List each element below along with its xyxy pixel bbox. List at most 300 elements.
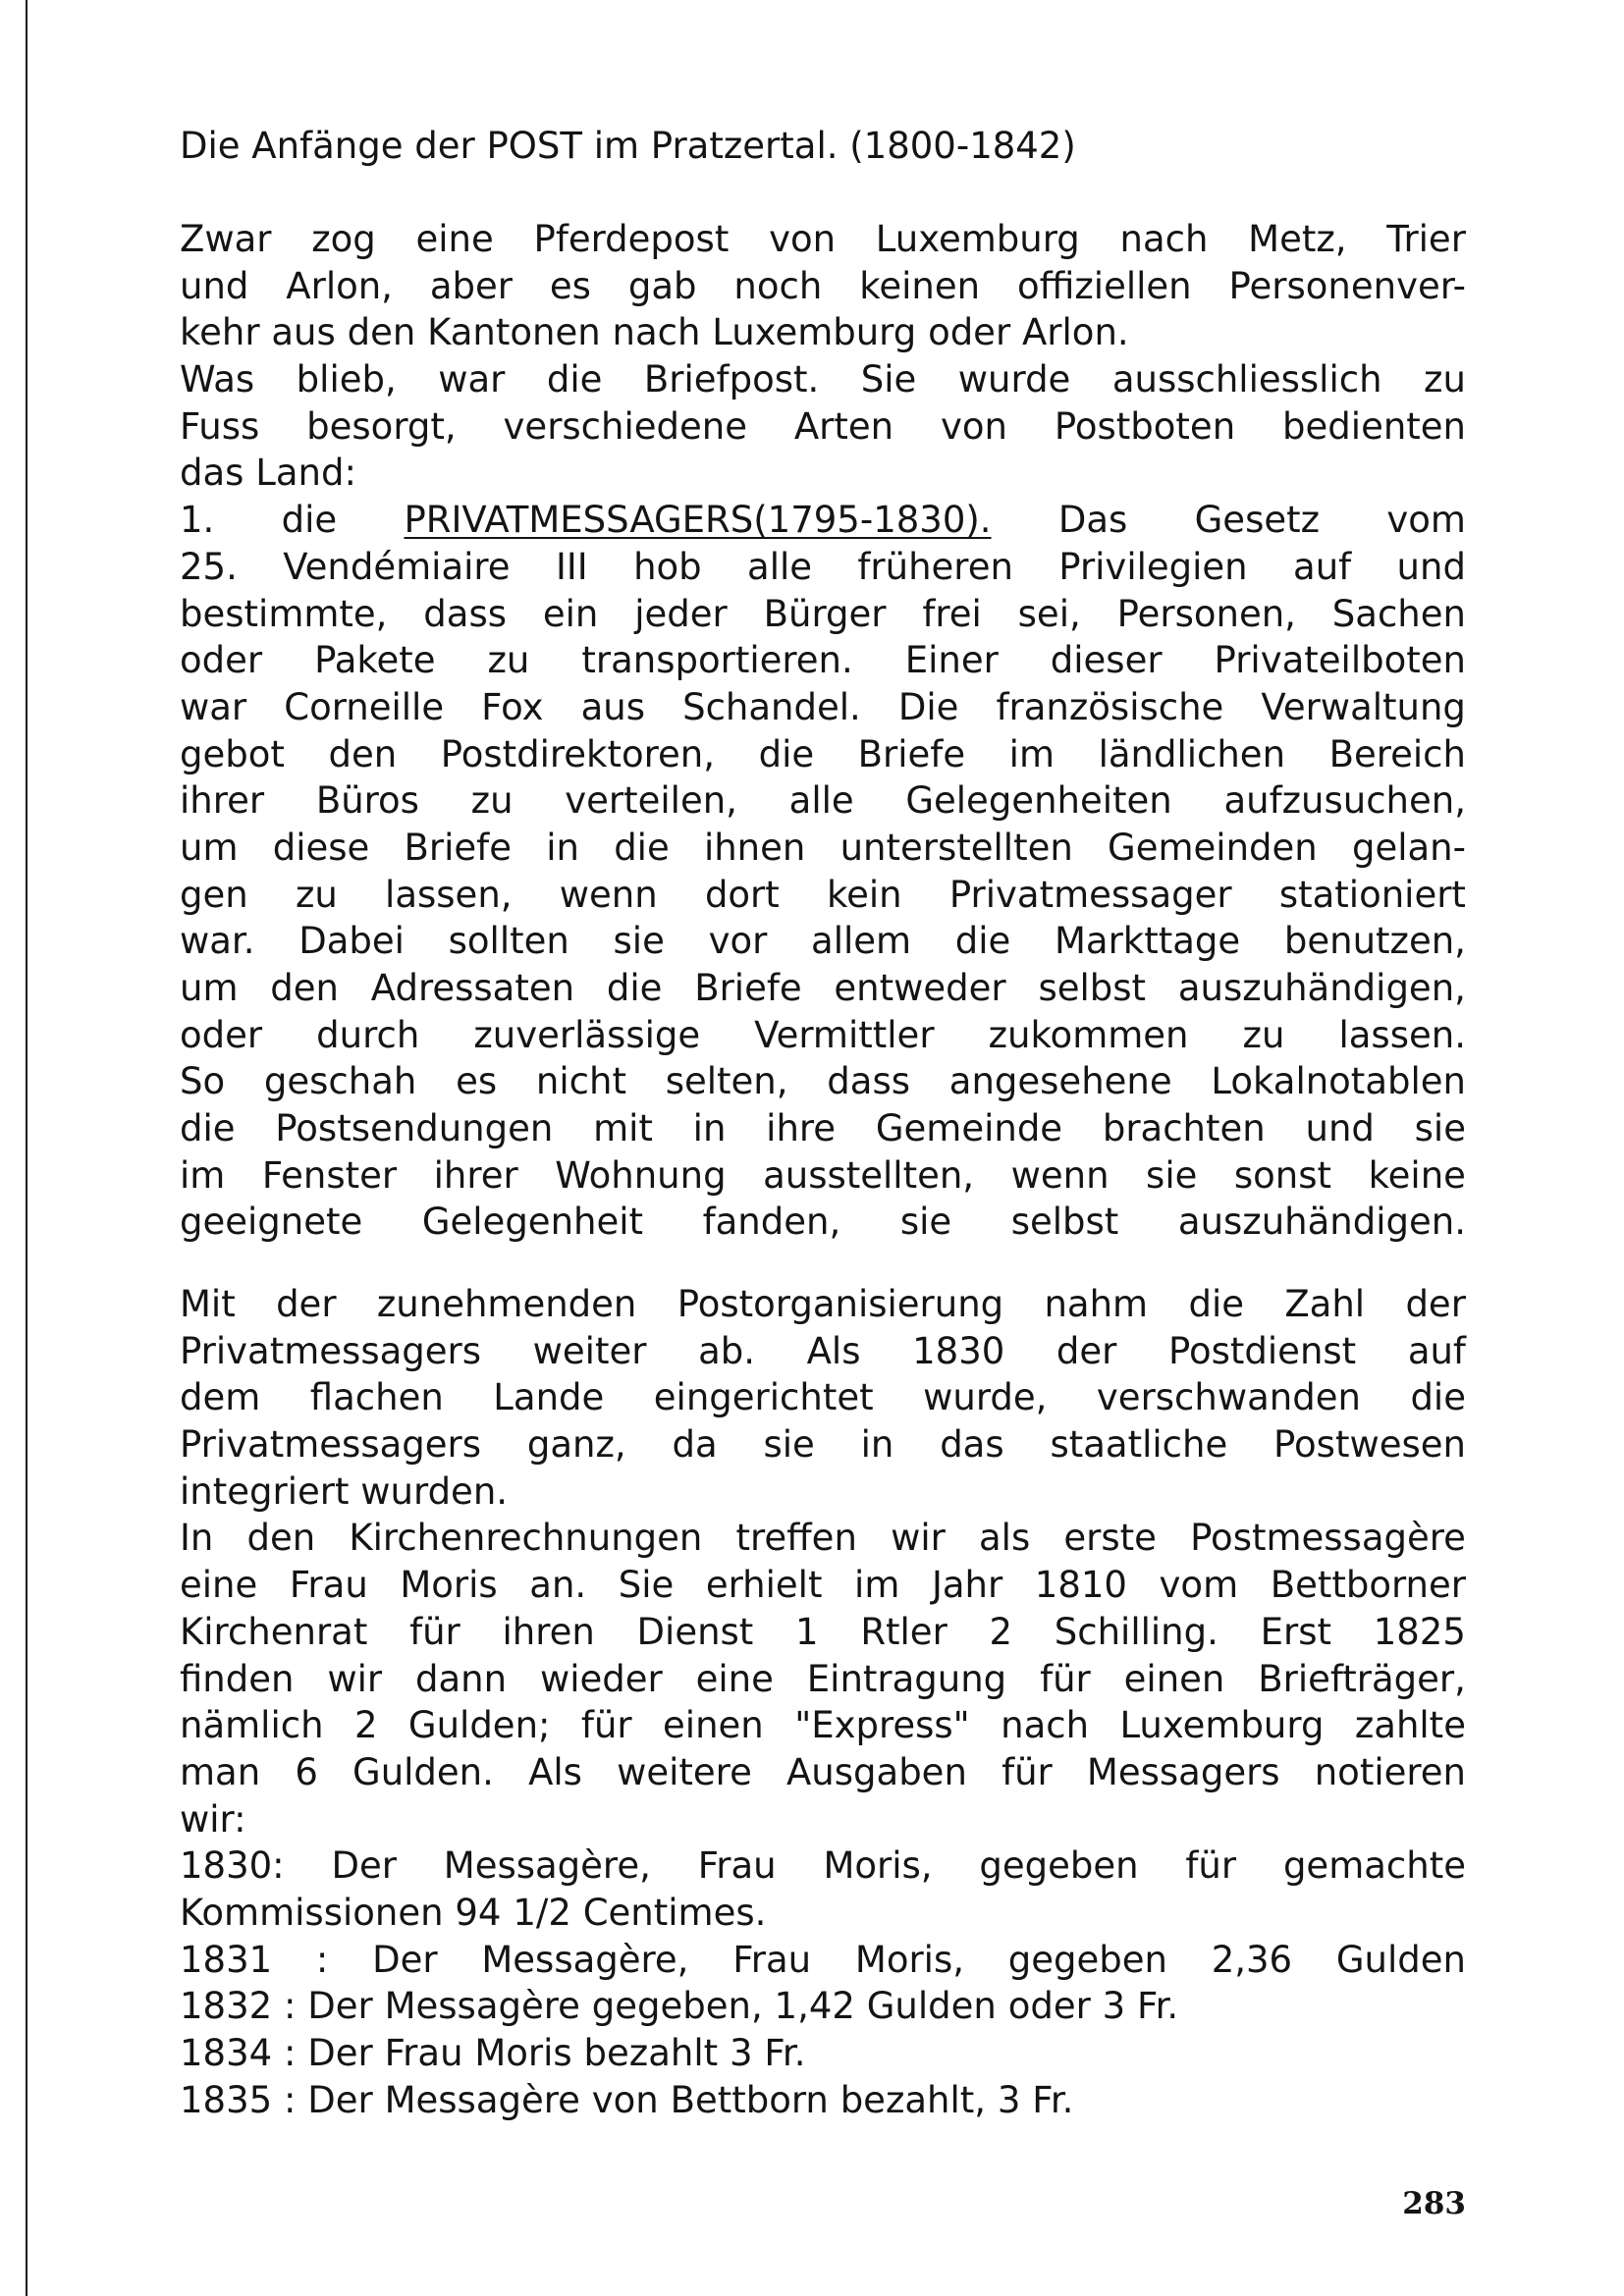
word: Bürger <box>763 592 887 635</box>
word: für <box>409 1610 460 1653</box>
word: vom <box>1159 1564 1239 1607</box>
word: kehr <box>180 311 260 354</box>
word: Der <box>331 1844 397 1888</box>
word: Postwesen <box>1273 1423 1466 1467</box>
word: Dienst <box>636 1610 754 1653</box>
word: eingerichtet <box>653 1376 874 1419</box>
word: Gesetz <box>1194 499 1321 542</box>
word: oder <box>180 1013 263 1056</box>
word: Als <box>806 1329 861 1372</box>
word: sollten <box>448 920 569 963</box>
word: Privatmessagers <box>180 1423 482 1467</box>
word: Briefpost. <box>643 358 820 401</box>
text-line <box>180 403 1466 451</box>
word: notieren <box>1314 1750 1466 1793</box>
word: 2 <box>353 1704 378 1747</box>
word: Postsendungen <box>275 1107 554 1150</box>
word: fanden, <box>702 1201 841 1244</box>
word: staatliche <box>1050 1423 1228 1467</box>
word: die <box>614 826 670 869</box>
word: mit <box>593 1107 653 1150</box>
text-line <box>180 1890 1466 1937</box>
word: zu <box>1424 358 1466 401</box>
word: verschwanden <box>1096 1376 1361 1419</box>
word: vor <box>708 920 768 963</box>
word: keine <box>1368 1153 1466 1197</box>
word: Wohnung <box>555 1153 727 1197</box>
text-line <box>180 825 1466 872</box>
word: bezahlt, <box>839 2078 987 2121</box>
word: Eintragung <box>806 1657 1007 1700</box>
text-line <box>180 450 1466 497</box>
word: offiziellen <box>1016 264 1192 307</box>
word: 1830: <box>180 1844 285 1888</box>
text-line <box>180 1328 1466 1375</box>
word: an. <box>529 1564 587 1607</box>
word: : <box>284 2032 297 2074</box>
word: selbst <box>1010 1201 1119 1244</box>
word: Luxemburg <box>1119 1704 1325 1747</box>
word: sie <box>1146 1153 1198 1197</box>
word: nach <box>1001 1704 1090 1747</box>
word: Privatmessagers <box>180 1329 482 1372</box>
word: 1 <box>795 1610 819 1653</box>
word: selbst <box>1038 967 1147 1009</box>
word: Postboten <box>1054 404 1236 448</box>
word: Bereich <box>1328 732 1466 775</box>
text-line <box>180 1012 1466 1059</box>
word: es <box>456 1060 498 1103</box>
word: und <box>1305 1107 1375 1150</box>
word: Rtler <box>860 1610 947 1653</box>
word: auszuhändigen, <box>1177 967 1466 1009</box>
word: die <box>281 499 338 542</box>
word: ländlichen <box>1098 732 1286 775</box>
word: französische <box>996 685 1224 728</box>
word: den <box>270 967 339 1009</box>
word: gelan- <box>1351 826 1466 869</box>
word: 2 <box>989 1610 1013 1653</box>
word: Dabei <box>298 920 405 963</box>
text-line <box>180 684 1466 731</box>
word: angesehene <box>948 1060 1172 1103</box>
word: auf <box>1407 1329 1466 1372</box>
word: aus <box>271 311 336 354</box>
word: zukommen <box>988 1013 1189 1056</box>
word: Privilegien <box>1058 545 1248 588</box>
word: wurden. <box>360 1469 509 1513</box>
word: Verwaltung <box>1261 685 1466 728</box>
word: eine <box>415 218 494 260</box>
word: 1825 <box>1373 1610 1466 1653</box>
word: wenn <box>1010 1153 1110 1197</box>
word: wurde <box>957 358 1071 401</box>
word: Fr. <box>1032 2078 1074 2121</box>
word: ab. <box>698 1329 755 1372</box>
word: 25. <box>180 545 238 588</box>
word: Frau <box>289 1564 368 1607</box>
word: Postdirektoren, <box>440 732 716 775</box>
word: Pakete <box>314 639 436 682</box>
word: Briefe <box>404 826 512 869</box>
word: für <box>1185 1844 1237 1888</box>
word: nach <box>612 311 701 354</box>
word: Centimes. <box>582 1891 767 1934</box>
word: Arten <box>793 404 894 448</box>
word: ihren <box>502 1610 595 1653</box>
text-line <box>180 544 1466 591</box>
word: stationiert <box>1278 873 1466 916</box>
word: treffen <box>735 1517 857 1560</box>
word: jeder <box>634 592 728 635</box>
word: Fenster <box>261 1153 398 1197</box>
word: blieb, <box>296 358 397 401</box>
word: ganz, <box>526 1423 626 1467</box>
word: Messagère, <box>443 1844 651 1888</box>
word: Der <box>372 1938 438 1981</box>
word: Moris, <box>854 1938 964 1981</box>
word: wenn <box>559 873 658 916</box>
word: Büros <box>315 779 419 823</box>
word: Die <box>897 685 959 728</box>
paragraph-private-messengers <box>180 216 1466 1246</box>
word: war <box>438 358 506 401</box>
word: Moris, <box>823 1844 933 1888</box>
word: auf <box>1293 545 1352 588</box>
word: um <box>180 967 239 1009</box>
word: "Express" <box>794 1704 970 1747</box>
word: Fuss <box>180 404 260 448</box>
word: gen <box>180 873 248 916</box>
word: Schandel. <box>682 685 861 728</box>
word: der <box>1056 1329 1117 1372</box>
word: Kantonen <box>427 311 601 354</box>
text-line <box>180 1468 1466 1516</box>
word: Zwar <box>180 218 272 260</box>
word: 1831 <box>180 1938 273 1981</box>
word: das <box>180 452 244 495</box>
text-line <box>180 1609 1466 1656</box>
text-line <box>180 1796 1466 1843</box>
word: : <box>315 1938 329 1981</box>
word: Messagers <box>1086 1750 1280 1793</box>
word: aus <box>580 685 646 728</box>
word: aufzusuchen, <box>1223 779 1466 823</box>
word: nahm <box>1044 1283 1149 1325</box>
text-line <box>180 1421 1466 1468</box>
text-line <box>180 1058 1466 1105</box>
text-line <box>180 872 1466 919</box>
text-line <box>180 731 1466 778</box>
word: Arlon. <box>1022 311 1129 354</box>
word: Gelegenheiten <box>905 779 1172 823</box>
word: den <box>347 311 416 354</box>
word: Sie <box>618 1564 675 1607</box>
word: dieser <box>1050 639 1163 682</box>
word: in <box>692 1107 727 1150</box>
word: Privateilboten <box>1214 639 1466 682</box>
word: Personenver- <box>1228 264 1466 307</box>
word: Metz, <box>1248 218 1347 260</box>
word: Ausgaben <box>786 1750 967 1793</box>
word: Einer <box>904 639 999 682</box>
word: Gemeinden <box>1108 826 1318 869</box>
text-line <box>180 637 1466 684</box>
word: allem <box>811 920 912 963</box>
word: Privatmessager <box>948 873 1232 916</box>
text-line <box>180 309 1466 356</box>
word: für <box>1040 1657 1091 1700</box>
word: dass <box>423 592 508 635</box>
word: für <box>580 1704 632 1747</box>
word: Frau <box>732 1938 812 1981</box>
text-line <box>180 2030 1466 2077</box>
word: Pferdepost <box>533 218 730 260</box>
word: Fox <box>481 685 544 728</box>
word: dass <box>827 1060 911 1103</box>
word: auszuhändigen. <box>1177 1201 1466 1244</box>
word: Messagère, <box>481 1938 689 1981</box>
word: aber <box>429 264 513 307</box>
word: Das <box>1057 499 1128 542</box>
word: und <box>180 264 249 307</box>
text-line <box>180 918 1466 965</box>
word: Postorganisierung <box>677 1283 1004 1325</box>
word: erste <box>1063 1517 1157 1560</box>
text-line <box>180 2077 1466 2124</box>
word: Frau <box>384 2032 463 2074</box>
word: nach <box>1119 218 1209 260</box>
word: Gulden; <box>407 1704 551 1747</box>
word: Der <box>307 1985 373 2028</box>
word: Gulden <box>1335 1938 1466 1981</box>
word: noch <box>733 264 823 307</box>
word: brachten <box>1102 1107 1266 1150</box>
word: für <box>1001 1750 1053 1793</box>
word: ein <box>542 592 599 635</box>
word: ihrer <box>433 1153 518 1197</box>
word: zu <box>470 779 514 823</box>
word: lassen, <box>385 873 513 916</box>
word: im <box>854 1564 900 1607</box>
text-line <box>180 1656 1466 1703</box>
word: 3 <box>729 2032 753 2074</box>
word: : <box>284 1985 297 2028</box>
word: erhielt <box>705 1564 823 1607</box>
word: wurde, <box>923 1376 1048 1419</box>
word: es <box>549 264 591 307</box>
word: um <box>180 826 239 869</box>
word: zuverlässige <box>473 1013 701 1056</box>
word: Mit <box>180 1283 236 1325</box>
word: dort <box>704 873 780 916</box>
word: von <box>941 404 1007 448</box>
word: einen <box>663 1704 764 1747</box>
word: geeignete <box>180 1201 363 1244</box>
word: integriert <box>180 1469 350 1513</box>
word: ihrer <box>180 779 265 823</box>
word: dem <box>180 1376 261 1419</box>
text-line <box>180 1702 1466 1749</box>
word: Frau <box>697 1844 777 1888</box>
text-line <box>180 1105 1466 1152</box>
word: Lokalnotablen <box>1211 1060 1466 1103</box>
word: die <box>954 920 1011 963</box>
word: sonst <box>1233 1153 1332 1197</box>
word: 94 <box>455 1891 502 1934</box>
word: früheren <box>857 545 1013 588</box>
word: Bettborner <box>1270 1564 1466 1607</box>
word: Sie <box>860 358 917 401</box>
word: Der <box>307 2078 373 2121</box>
word: alle <box>747 545 813 588</box>
text-line <box>180 1842 1466 1890</box>
text-line <box>180 1749 1466 1796</box>
word: nämlich <box>180 1704 324 1747</box>
word: Trier <box>1386 218 1466 260</box>
word: 1,42 <box>774 1985 855 2028</box>
word: weiter <box>532 1329 647 1372</box>
word: Lande <box>493 1376 605 1419</box>
page-edge-divider <box>26 0 27 2296</box>
word: keinen <box>859 264 981 307</box>
word: Arlon, <box>286 264 393 307</box>
word: Moris <box>400 1564 498 1607</box>
word: nicht <box>535 1060 626 1103</box>
word: da <box>672 1423 718 1467</box>
word: alle <box>788 779 854 823</box>
word: Fr. <box>1137 1985 1179 2028</box>
word: 1. <box>180 499 215 542</box>
word: ausstellten, <box>763 1153 975 1197</box>
word: weitere <box>617 1750 752 1793</box>
word: Gemeinde <box>875 1107 1063 1150</box>
word: 2,36 <box>1211 1938 1293 1981</box>
word: durch <box>316 1013 420 1056</box>
word: gemachte <box>1282 1844 1466 1888</box>
word: oder <box>180 639 263 682</box>
word: selten, <box>665 1060 788 1103</box>
text-line <box>180 1374 1466 1421</box>
word: von <box>769 218 837 260</box>
word: Adressaten <box>370 967 575 1009</box>
word: finden <box>180 1657 295 1700</box>
text-line <box>180 1281 1466 1328</box>
word: sie <box>613 920 665 963</box>
word: gebot <box>180 732 285 775</box>
word: Messagère <box>384 2078 580 2121</box>
word: PRIVATMESSAGERS(1795-1830). <box>404 499 992 542</box>
word: Markttage <box>1055 920 1241 963</box>
word: einen <box>1123 1657 1225 1700</box>
word: Postmessagère <box>1190 1517 1466 1560</box>
word: So <box>180 1060 226 1103</box>
word: zunehmenden <box>376 1283 637 1325</box>
word: ihre <box>766 1107 837 1150</box>
word: 1810 <box>1034 1564 1127 1607</box>
word: sei, <box>1017 592 1081 635</box>
word: III <box>555 545 588 588</box>
word: kein <box>827 873 902 916</box>
word: transportieren. <box>581 639 853 682</box>
word: Messagère <box>384 1985 580 2028</box>
text-line <box>180 216 1466 263</box>
word: im <box>1008 732 1055 775</box>
word: Was <box>180 358 255 401</box>
word: den <box>328 732 398 775</box>
word: verschiedene <box>503 404 747 448</box>
word: verteilen, <box>565 779 737 823</box>
word: die <box>1410 1376 1466 1419</box>
word: In <box>180 1517 214 1560</box>
word: der <box>276 1283 337 1325</box>
word: Kommissionen <box>180 1891 444 1934</box>
word: zu <box>295 873 338 916</box>
word: war <box>180 685 247 728</box>
word: gegeben <box>979 1844 1139 1888</box>
word: in <box>860 1423 894 1467</box>
word: 6 <box>295 1750 318 1793</box>
word: Gelegenheit <box>421 1201 644 1244</box>
text-line <box>180 1515 1466 1562</box>
word: eine <box>695 1657 774 1700</box>
word: Vendémiaire <box>283 545 511 588</box>
word: entweder <box>834 967 1006 1009</box>
word: 1835 <box>180 2078 273 2121</box>
word: Sachen <box>1331 592 1466 635</box>
word: die <box>758 732 815 775</box>
word: Als <box>528 1750 582 1793</box>
word: 1834 <box>180 2032 273 2074</box>
document-page <box>180 0 1466 2296</box>
word: der <box>1405 1283 1466 1325</box>
word: hob <box>633 545 702 588</box>
word: bezahlt <box>583 2032 719 2074</box>
word: Luxemburg <box>712 311 917 354</box>
word: frei <box>922 592 982 635</box>
word: besorgt, <box>306 404 457 448</box>
word: lassen. <box>1338 1013 1466 1056</box>
text-line <box>180 1983 1466 2030</box>
word: zu <box>487 639 530 682</box>
word: und <box>1396 545 1466 588</box>
word: Personen, <box>1116 592 1296 635</box>
word: Schilling. <box>1054 1610 1218 1653</box>
word: wir <box>891 1517 946 1560</box>
word: gegeben, <box>591 1985 763 2028</box>
word: zahlte <box>1354 1704 1466 1747</box>
word: Jahr <box>931 1564 1003 1607</box>
word: Der <box>307 2032 373 2074</box>
word: Gulden. <box>352 1750 494 1793</box>
word: 3 <box>997 2078 1021 2121</box>
word: geschah <box>263 1060 417 1103</box>
word: sie <box>763 1423 815 1467</box>
word: Fr. <box>764 2032 806 2074</box>
word: die <box>1188 1283 1244 1325</box>
word: Vermittler <box>754 1013 935 1056</box>
word: 1830 <box>912 1329 1005 1372</box>
word: dann <box>415 1657 508 1700</box>
word: : <box>284 2078 297 2121</box>
word: bestimmte, <box>180 592 388 635</box>
word: wir: <box>180 1797 246 1841</box>
word: Bettborn <box>670 2078 829 2121</box>
word: den <box>246 1517 316 1560</box>
word: ausschliesslich <box>1111 358 1382 401</box>
text-line <box>180 1562 1466 1609</box>
word: als <box>978 1517 1031 1560</box>
